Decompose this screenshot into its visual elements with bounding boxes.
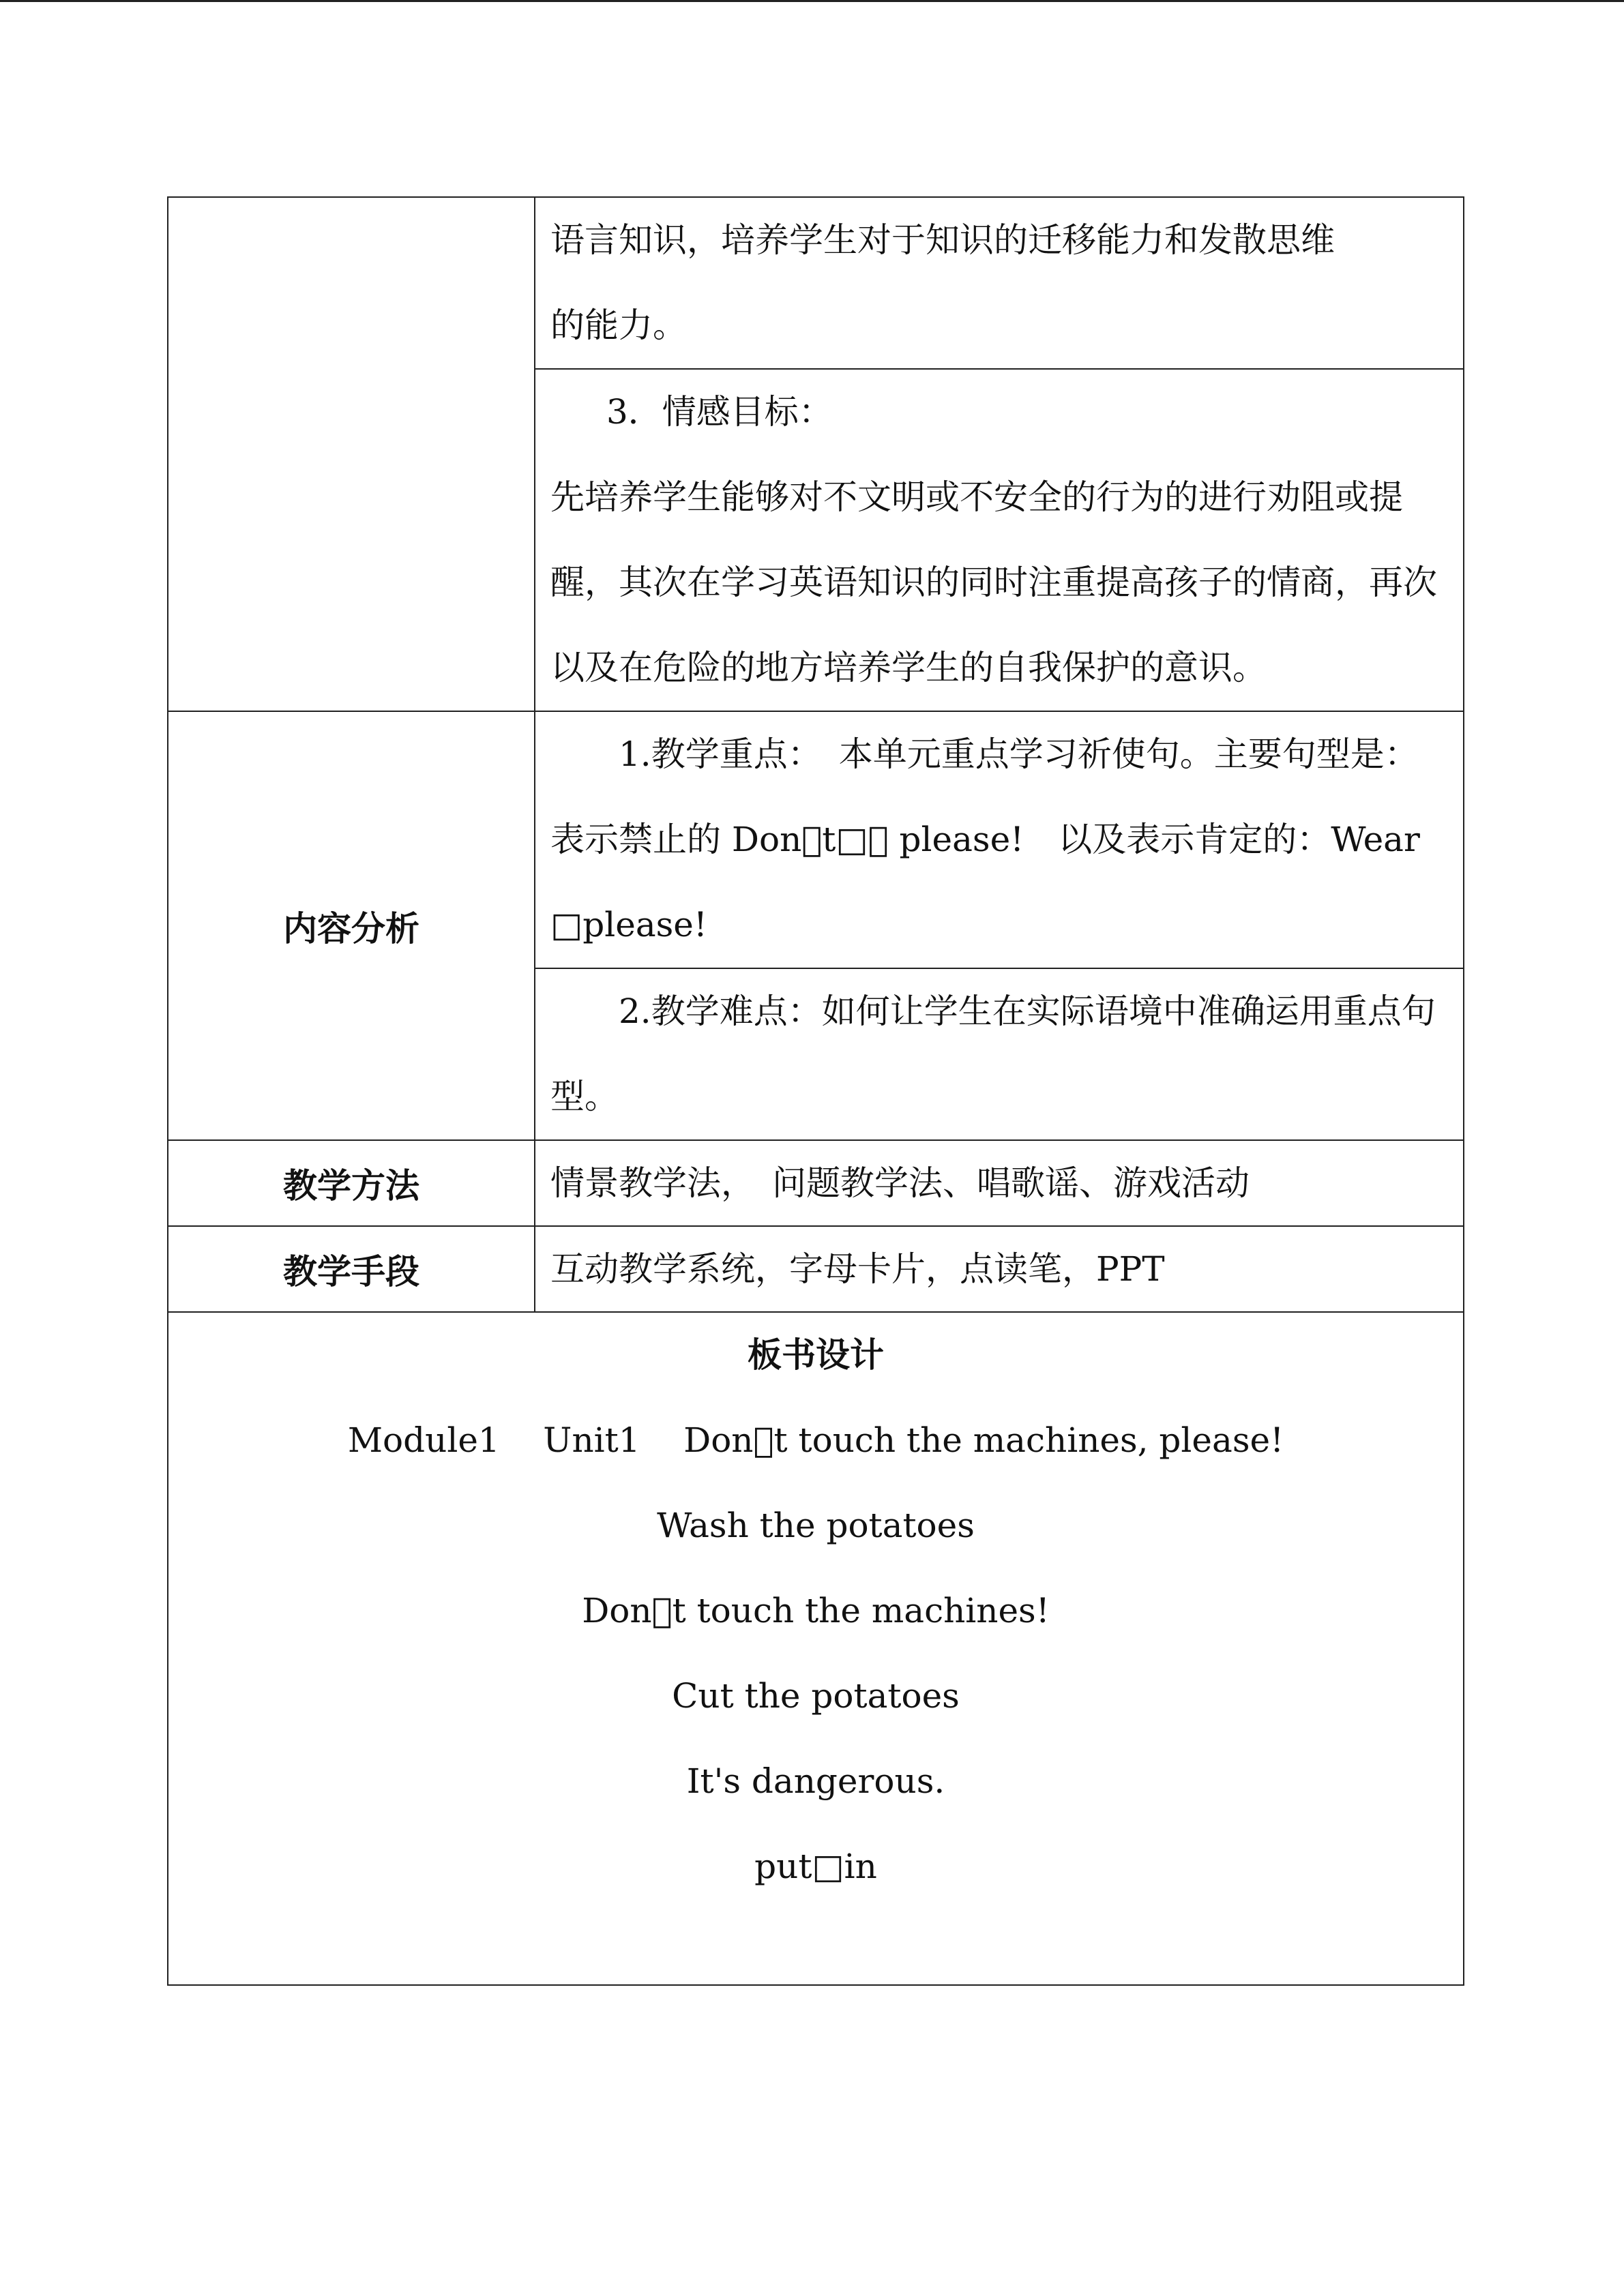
teaching-means-value: 互动教学系统，字母卡片，点读笔，PPT (550, 1249, 1165, 1289)
teaching-difficulty-text: 2.教学难点：如何让学生在实际语境中准确运用重点句型。 (550, 992, 1436, 1116)
emotion-goal-text: 先培养学生能够对不文明或不安全的行为的进行劝阻或提醒，其次在学习英语知识的同时注重提高孩子的情商，再次以及在危险的地方培养学生的自我保护的意识。 (550, 477, 1437, 687)
board-design-row (168, 1312, 1464, 1985)
emotion-goal-cell (535, 369, 1464, 711)
board-design-title: 板书设计 (748, 1335, 884, 1375)
emotion-goal-heading: 3．情感目标： (606, 392, 833, 432)
content-focus-row (168, 711, 1464, 968)
objectives-continued-row (168, 197, 1464, 369)
objectives-line-1: 语言知识，培养学生对于知识的迁移能力和发散思维 (550, 220, 1335, 260)
board-line: Wash the potatoes (657, 1506, 975, 1545)
teaching-methods-cell (535, 1140, 1464, 1226)
teaching-means-row (168, 1226, 1464, 1312)
objectives-label-cell (168, 197, 535, 711)
board-design-cell (168, 1312, 1464, 1985)
board-line: put□in (754, 1847, 877, 1886)
content-analysis-label: 内容分析 (168, 711, 535, 1140)
teaching-methods-value: 情景教学法， 问题教学法、唱歌谣、游戏活动 (550, 1163, 1250, 1203)
teaching-difficulty-cell (535, 968, 1464, 1140)
board-line: Don t touch the machines! (582, 1591, 1050, 1630)
teaching-methods-label: 教学方法 (168, 1140, 535, 1226)
teaching-focus-text: 1.教学重点： 本单元重点学习祈使句。主要句型是：表示禁止的 Don t□， please! 以及表示肯定的：Wear□please! (550, 734, 1420, 944)
page-top-border (0, 0, 1624, 2)
teaching-methods-row (168, 1140, 1464, 1226)
board-line: It's dangerous. (686, 1761, 945, 1801)
objectives-continued-cell (535, 197, 1464, 369)
teaching-means-label: 教学手段 (168, 1226, 535, 1312)
teaching-means-cell (535, 1226, 1464, 1312)
lesson-plan-table (167, 196, 1464, 1986)
teaching-focus-cell (535, 711, 1464, 968)
objectives-line-2: 的能力。 (550, 305, 687, 345)
board-line-heading: Module1 Unit1 Don t touch the machines, please! (347, 1420, 1284, 1460)
board-line: Cut the potatoes (672, 1676, 960, 1716)
